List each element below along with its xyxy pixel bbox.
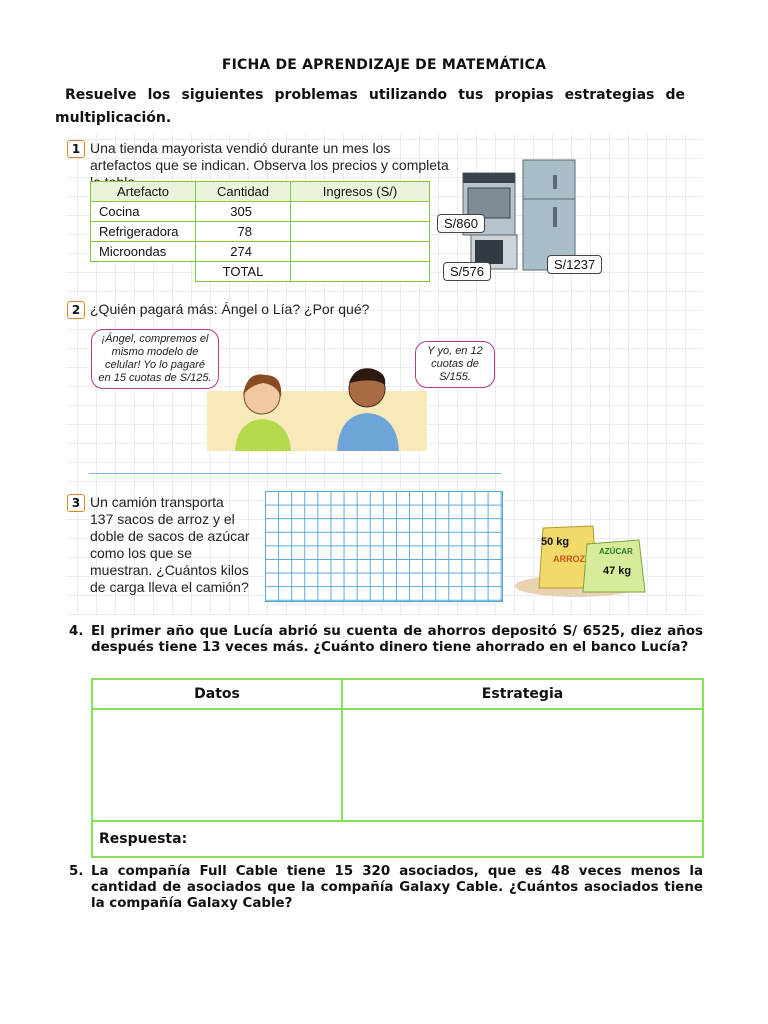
speech-bubble-angel: Y yo, en 12 cuotas de S/155.	[415, 341, 495, 388]
problem-4-number: 4.	[69, 624, 84, 639]
problem-2-text: ¿Quién pagará más: Ángel o Lía? ¿Por qué?	[90, 301, 370, 317]
problem-1-number: 1	[67, 140, 85, 158]
sales-table	[90, 181, 430, 282]
table-row	[91, 202, 430, 222]
problem-5-number: 5.	[69, 864, 84, 879]
problem-3-number: 3	[67, 494, 85, 512]
table-row	[91, 222, 430, 242]
header-estrategia: Estrategia	[342, 679, 703, 709]
worksheet-image	[67, 133, 703, 615]
header-ingresos: Ingresos (S/)	[291, 182, 430, 202]
table-row-total	[91, 262, 430, 282]
cell-qty: 274	[196, 242, 291, 262]
problem-4	[69, 624, 703, 656]
sugar-weight: 47 kg	[603, 565, 632, 577]
respuesta-cell[interactable]	[92, 821, 703, 857]
rice-label: ARROZ	[553, 554, 585, 564]
cell-qty: 305	[196, 202, 291, 222]
problem-4-text: El primer año que Lucía abrió su cuenta de ahorros depositó S/ 6525, diez años después tiene 13 veces más. ¿Cuánto dinero tiene ahorrado en el banco Lucía?	[91, 624, 703, 655]
cell-item: Microondas	[91, 242, 196, 262]
speech-bubble-lia: ¡Ángel, compremos el mismo modelo de celular! Yo lo pagaré en 15 cuotas de S/125.	[91, 329, 219, 389]
total-label: TOTAL	[196, 262, 291, 282]
cell-income[interactable]	[291, 222, 430, 242]
cell-item: Refrigeradora	[91, 222, 196, 242]
header-artefacto: Artefacto	[91, 182, 196, 202]
problem-5-text: La compañía Full Cable tiene 15 320 asociados, que es 48 veces menos la cantidad de asociados que la compañía Galaxy Cable. ¿Cuántos asociados tiene la compañía Galaxy Cable?	[91, 864, 703, 911]
cell-total[interactable]	[291, 262, 430, 282]
header-cantidad: Cantidad	[196, 182, 291, 202]
estrategia-cell[interactable]	[342, 709, 703, 821]
cell-item: Cocina	[91, 202, 196, 222]
problem-5	[69, 864, 703, 912]
answer-line	[89, 473, 501, 474]
datos-cell[interactable]	[92, 709, 342, 821]
header-datos: Datos	[92, 679, 342, 709]
sacks-illustration	[515, 518, 655, 598]
answer-table	[91, 678, 704, 858]
instructions: Resuelve los siguientes problemas utilizando tus propias estrategias de multiplicación.	[55, 87, 685, 126]
respuesta-label: Respuesta:	[99, 831, 188, 847]
characters-illustration	[207, 351, 427, 451]
problem-2-number: 2	[67, 301, 85, 319]
table-row	[91, 242, 430, 262]
price-tag-cocina: S/860	[437, 214, 485, 233]
problem-3-text: Un camión transporta 137 sacos de arroz y el doble de sacos de azúcar como los que se muestran. ¿Cuántos kilos de carga lleva el camión?	[90, 494, 250, 595]
grid-workspace[interactable]	[265, 491, 503, 602]
price-tag-refrigeradora: S/1237	[547, 255, 602, 274]
sugar-label: AZÚCAR	[599, 547, 633, 556]
page-title: FICHA DE APRENDIZAJE DE MATEMÁTICA	[221, 57, 547, 73]
cell-qty: 78	[196, 222, 291, 242]
problem-1-text: Una tienda mayorista vendió durante un mes los artefactos que se indican. Observa los precios y completa	[90, 140, 449, 173]
fridge-shape	[523, 160, 575, 270]
cell-income[interactable]	[291, 202, 430, 222]
cell-income[interactable]	[291, 242, 430, 262]
price-tag-microondas: S/576	[443, 262, 491, 281]
rice-weight: 50 kg	[541, 536, 570, 548]
